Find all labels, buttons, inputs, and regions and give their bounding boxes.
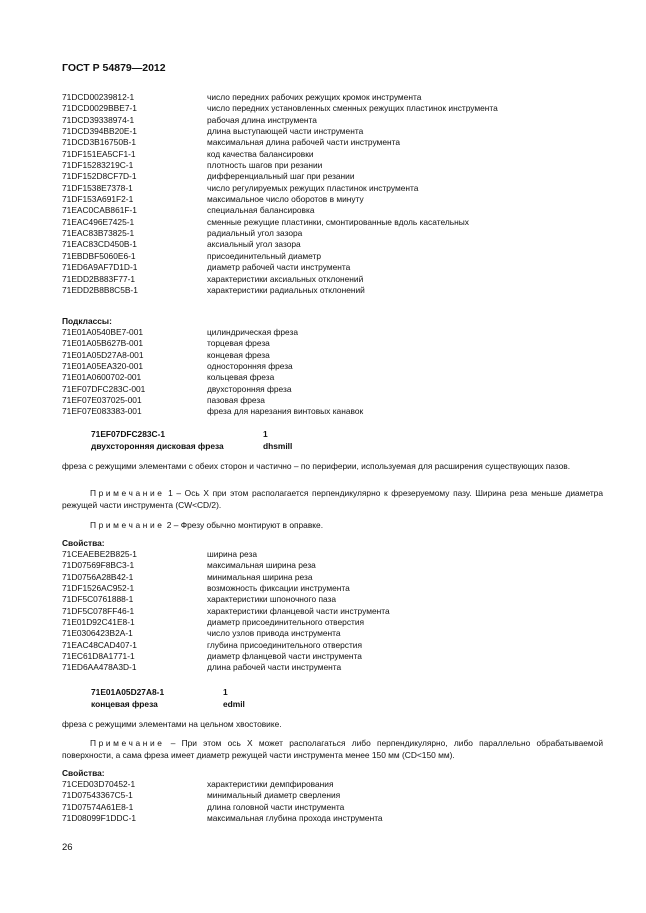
row-description: специальная балансировка [207,205,315,216]
properties-title-3: Свойства: [62,768,105,778]
table-row [62,338,363,349]
term-entry-1 [91,429,292,452]
row-description: характеристики радиальных отклонений [207,284,365,295]
row-description: концевая фреза [207,349,270,360]
row-code: 71DF151EA5CF1-1 [62,148,136,159]
table-row [62,228,498,239]
table-row [62,790,383,801]
row-description: пазовая фреза [207,395,265,406]
row-description: длина головной части инструмента [207,801,345,812]
row-description: длина рабочей части инструмента [207,662,342,673]
row-code: 71E0306423B2A-1 [62,628,133,639]
row-code: 71EF07DFC283C-001 [62,383,146,394]
row-description: число передних установленных сменных режущих пластинок инструмента [207,103,498,114]
row-code: 71DF5C078FF46-1 [62,605,135,616]
table-row [62,372,363,383]
table-row [62,395,363,406]
table-row [62,594,390,605]
row-description: цилиндрическая фреза [207,327,298,337]
row-description: присоединительный диаметр [207,250,322,261]
row-code: 71DCD3B16750B-1 [62,137,137,148]
document-header: ГОСТ Р 54879—2012 [62,62,166,74]
row-description: характеристики аксиальных отклонений [207,273,364,284]
row-description: код качества балансировки [207,148,314,159]
row-code: 71ED6AA478A3D-1 [62,662,137,673]
row-description: характеристики шпоночного паза [207,594,337,605]
table-row [62,651,390,662]
table-row [62,262,498,273]
row-description: плотность шагов при резании [207,160,323,171]
row-code: 71EDD2B883F77-1 [62,273,136,284]
row-description: характеристики демпфирования [207,779,334,789]
table-row [62,160,498,171]
row-description: максимальная длина рабочей части инструмента [207,137,400,148]
row-code: 71DF152D8CF7D-1 [62,171,137,182]
table-row [62,171,498,182]
table-row [62,239,498,250]
row-description: длина выступающей части инструмента [207,126,364,137]
row-code: 71ED6A9AF7D1D-1 [62,262,138,273]
table-row [62,217,498,228]
row-code: 71EDD2B8B8C5B-1 [62,284,138,295]
row-code: 71D07574A61E8-1 [62,801,134,812]
table-row [62,361,363,372]
table-row [62,350,363,361]
term-name: концевая фреза [91,698,158,709]
term-code: 71E01A05D27A8-1 [91,687,165,697]
row-description: максимальное число оборотов в минуту [207,194,364,205]
row-code: 71DF1538E7378-1 [62,182,133,193]
row-code: 71EAC496E7425-1 [62,216,135,227]
note-1 [62,488,603,511]
row-code: 71EAC83CD450B-1 [62,239,137,250]
row-description: диаметр фланцевой части инструмента [207,651,362,662]
table-row [62,549,390,560]
table-row [62,813,383,824]
table-row [62,205,498,216]
term-name: двухсторонняя дисковая фреза [91,440,224,451]
table-row [62,149,498,160]
row-code: 71EAC0CAB861F-1 [62,205,137,216]
row-description: глубина присоединительного отверстия [207,639,363,650]
row-description: диаметр рабочей части инструмента [207,262,351,273]
row-code: 71DCD394BB20E-1 [62,126,137,137]
note-3 [62,738,603,761]
row-description: односторонняя фреза [207,361,293,372]
table-row [62,285,498,296]
table-row [62,628,390,639]
table-row [62,583,390,594]
term-code: 71EF07DFC283C-1 [91,429,166,439]
row-description: возможность фиксации инструмента [207,583,350,594]
table-row [62,384,363,395]
term-number: 1 [263,429,268,439]
page-number: 26 [62,842,73,853]
row-description: радиальный угол зазора [207,228,303,239]
row-code: 71E01A0600702-001 [62,372,142,383]
row-description: аксиальный угол зазора [207,239,301,250]
row-description: фреза для нарезания винтовых канавок [207,406,364,417]
row-code: 71E01A0540BE7-001 [62,327,144,337]
properties-title-2: Свойства: [62,538,105,548]
table-row [62,194,498,205]
term-entry-2 [91,687,245,710]
table-row [62,662,390,673]
note-text: 2 – Фрезу обычно монтируют в оправке. [164,520,324,530]
table-row [62,406,363,417]
row-code: 71D08099F1DDC-1 [62,813,137,824]
table-row [62,126,498,137]
table-row [62,640,390,651]
row-code: 71E01A05EA320-001 [62,361,144,372]
note-text: – При этом ось X может располагаться либо перпендикулярно, либо параллельно обрабатываемой поверхности, а сама фреза имеет диаметр режущей части инструмента менее 150 мм (CD<150 мм). [62,738,603,760]
row-description: дифференциальный шаг при резании [207,171,355,182]
row-code: 71DF5C0761888-1 [62,594,134,605]
row-code: 71CED03D70452-1 [62,779,136,789]
table-row [62,560,390,571]
table-row [62,606,390,617]
row-code: 71CEAEBE2B825-1 [62,549,137,559]
row-description: сменные режущие пластинки, смонтированные вдоль касательных [207,216,469,227]
row-code: 71EBDBF5060E6-1 [62,250,136,261]
subclasses-table [62,327,363,418]
row-code: 71DF1526AC952-1 [62,583,135,594]
row-code: 71EAC48CAD407-1 [62,639,137,650]
row-code: 71DF15283219C-1 [62,160,134,171]
row-description: число узлов привода инструмента [207,628,341,639]
row-description: число передних рабочих режущих кромок инструмента [207,92,422,102]
table-row [62,103,498,114]
table-row [62,572,390,583]
row-description: минимальный диаметр сверления [207,790,341,801]
row-description: ширина реза [207,549,257,559]
table-row [62,251,498,262]
row-description: рабочая длина инструмента [207,114,317,125]
row-description: торцевая фреза [207,338,270,349]
table-row [62,183,498,194]
table-row [62,617,390,628]
row-description: число регулируемых режущих пластинок инструмента [207,182,419,193]
table-row [62,137,498,148]
row-code: 71EF07E083383-001 [62,406,142,417]
term-abbr: dhsmill [263,440,293,451]
row-description: максимальная ширина реза [207,560,316,571]
table-row [62,327,363,338]
term-number: 1 [223,687,228,697]
row-description: характеристики фланцевой части инструмента [207,605,390,616]
term-definition-1: фреза с режущими элементами с обеих сторон и частично – по периферии, используемая для расширения существующих пазов. [62,461,571,471]
properties-table-3 [62,779,383,824]
note-text: 1 – Ось X при этом располагается перпендикулярно к фрезеруемому пазу. Ширина реза меньше диаметра режущей части инструмента (CW<CD/2). [62,488,603,510]
table-row [62,115,498,126]
row-code: 71E01A05D27A8-001 [62,349,144,360]
row-code: 71DCD39338974-1 [62,114,135,125]
row-code: 71DCD0029BBE7-1 [62,103,137,114]
table-row [62,802,383,813]
row-code: 71EAC83B73825-1 [62,228,135,239]
row-code: 71D07569F8BC3-1 [62,560,135,571]
table-row [62,274,498,285]
row-description: максимальная глубина прохода инструмента [207,813,383,824]
row-code: 71E01A05B627B-001 [62,338,144,349]
term-abbr: edmil [223,698,245,709]
properties-table-1 [62,92,498,296]
note-label: Примечание [90,738,165,748]
note-label: Примечание [90,520,165,530]
row-description: кольцевая фреза [207,372,275,383]
term-definition-2: фреза с режущими элементами на цельном хвостовике. [62,719,282,729]
table-row [62,779,383,790]
row-code: 71D0756A28B42-1 [62,571,134,582]
row-code: 71EF07E037025-001 [62,395,142,406]
row-code: 71D07543367C5-1 [62,790,133,801]
table-row [62,92,498,103]
row-code: 71DF153A691F2-1 [62,194,134,205]
properties-table-2 [62,549,390,674]
row-code: 71DCD00239812-1 [62,92,135,102]
note-label: Примечание [90,488,165,498]
row-description: двухсторонняя фреза [207,383,292,394]
row-code: 71E01D92C41E8-1 [62,617,135,628]
row-code: 71EC61D8A1771-1 [62,651,135,662]
subclasses-title: Подклассы: [62,316,112,326]
row-description: диаметр присоединительного отверстия [207,617,365,628]
note-2 [62,520,603,532]
row-description: минимальная ширина реза [207,571,313,582]
